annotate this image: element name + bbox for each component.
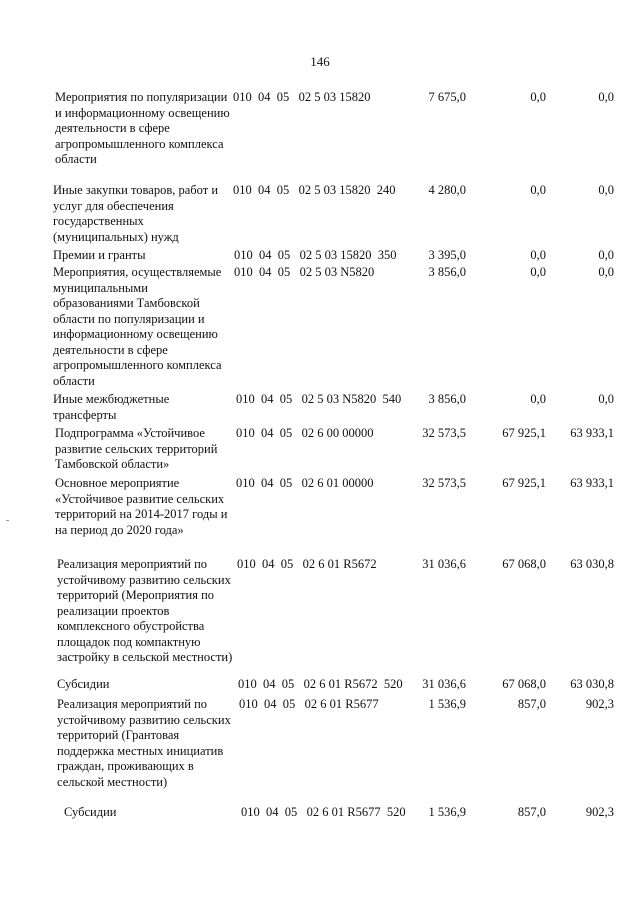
row-name: Основное мероприятие «Устойчивое развитие сельских территорий на 2014-2017 годы и на период до 2020 года»	[55, 476, 228, 537]
row-value-1: 3 395,0	[428, 248, 466, 262]
row-value-3: 0,0	[598, 90, 614, 104]
row-value-3: 902,3	[585, 697, 614, 711]
row-name: Иные закупки товаров, работ и услуг для обеспечения государственных (муниципальных) нужд	[53, 183, 219, 244]
page-number: 146	[310, 54, 330, 69]
row-value-2: 0,0	[530, 183, 546, 197]
row-value-2: 857,0	[517, 805, 546, 819]
row-name: Субсидии	[57, 677, 110, 691]
row-value-1: 31 036,6	[422, 677, 466, 691]
row-code: 010 04 05 02 6 01 00000	[236, 476, 374, 490]
row-code: 010 04 05 02 6 01 R5672	[237, 557, 377, 571]
row-value-3: 63 030,8	[570, 677, 614, 691]
row-code: 010 04 05 02 5 03 N5820 540	[236, 392, 402, 406]
row-value-2: 0,0	[530, 90, 546, 104]
row-value-2: 67 925,1	[502, 426, 546, 440]
scan-edge-mark	[6, 520, 9, 521]
row-name: Субсидии	[64, 805, 117, 819]
row-value-3: 0,0	[598, 265, 614, 279]
row-value-2: 0,0	[530, 265, 546, 279]
row-value-1: 32 573,5	[422, 476, 466, 490]
row-code: 010 04 05 02 6 00 00000	[236, 426, 374, 440]
row-value-1: 31 036,6	[422, 557, 466, 571]
row-code: 010 04 05 02 5 03 N5820	[234, 265, 375, 279]
row-value-3: 63 933,1	[570, 426, 614, 440]
row-name: Иные межбюджетные трансферты	[53, 392, 170, 422]
row-value-3: 902,3	[585, 805, 614, 819]
row-value-2: 0,0	[530, 248, 546, 262]
row-value-1: 1 536,9	[428, 805, 466, 819]
row-value-3: 0,0	[598, 183, 614, 197]
row-name: Премии и гранты	[53, 248, 146, 262]
row-code: 010 04 05 02 5 03 15820 240	[233, 183, 396, 197]
row-code: 010 04 05 02 6 01 R5672 520	[238, 677, 403, 691]
row-value-1: 7 675,0	[428, 90, 466, 104]
row-name: Реализация мероприятий по устойчивому развитию сельских территорий (Грантовая поддержка местных инициатив граждан, проживающих в сельской местности)	[57, 697, 231, 789]
row-code: 010 04 05 02 5 03 15820	[233, 90, 371, 104]
row-code: 010 04 05 02 6 01 R5677 520	[241, 805, 406, 819]
row-name: Подпрограмма «Устойчивое развитие сельских территорий Тамбовской области»	[55, 426, 218, 471]
row-value-1: 1 536,9	[428, 697, 466, 711]
row-code: 010 04 05 02 5 03 15820 350	[234, 248, 397, 262]
row-value-2: 0,0	[530, 392, 546, 406]
row-name: Мероприятия, осуществляемые муниципальными образованиями Тамбовской области по популяризации и информационному освещению деятельности в сфере агропромышленного комплекса области	[53, 265, 222, 388]
row-value-3: 0,0	[598, 248, 614, 262]
row-value-1: 3 856,0	[428, 265, 466, 279]
row-value-1: 4 280,0	[428, 183, 466, 197]
row-value-2: 67 068,0	[502, 557, 546, 571]
row-value-1: 32 573,5	[422, 426, 466, 440]
row-value-3: 63 030,8	[570, 557, 614, 571]
row-name: Реализация мероприятий по устойчивому развитию сельских территорий (Мероприятия по реализации проектов комплексного обустройства площадок под компактную застройку в сельской местности)	[57, 557, 233, 664]
row-value-3: 0,0	[598, 392, 614, 406]
row-value-1: 3 856,0	[428, 392, 466, 406]
row-value-2: 857,0	[517, 697, 546, 711]
row-code: 010 04 05 02 6 01 R5677	[239, 697, 379, 711]
row-value-2: 67 925,1	[502, 476, 546, 490]
row-value-2: 67 068,0	[502, 677, 546, 691]
row-value-3: 63 933,1	[570, 476, 614, 490]
row-name: Мероприятия по популяризации и информационному освещению деятельности в сфере агропромышленного комплекса области	[55, 90, 230, 166]
